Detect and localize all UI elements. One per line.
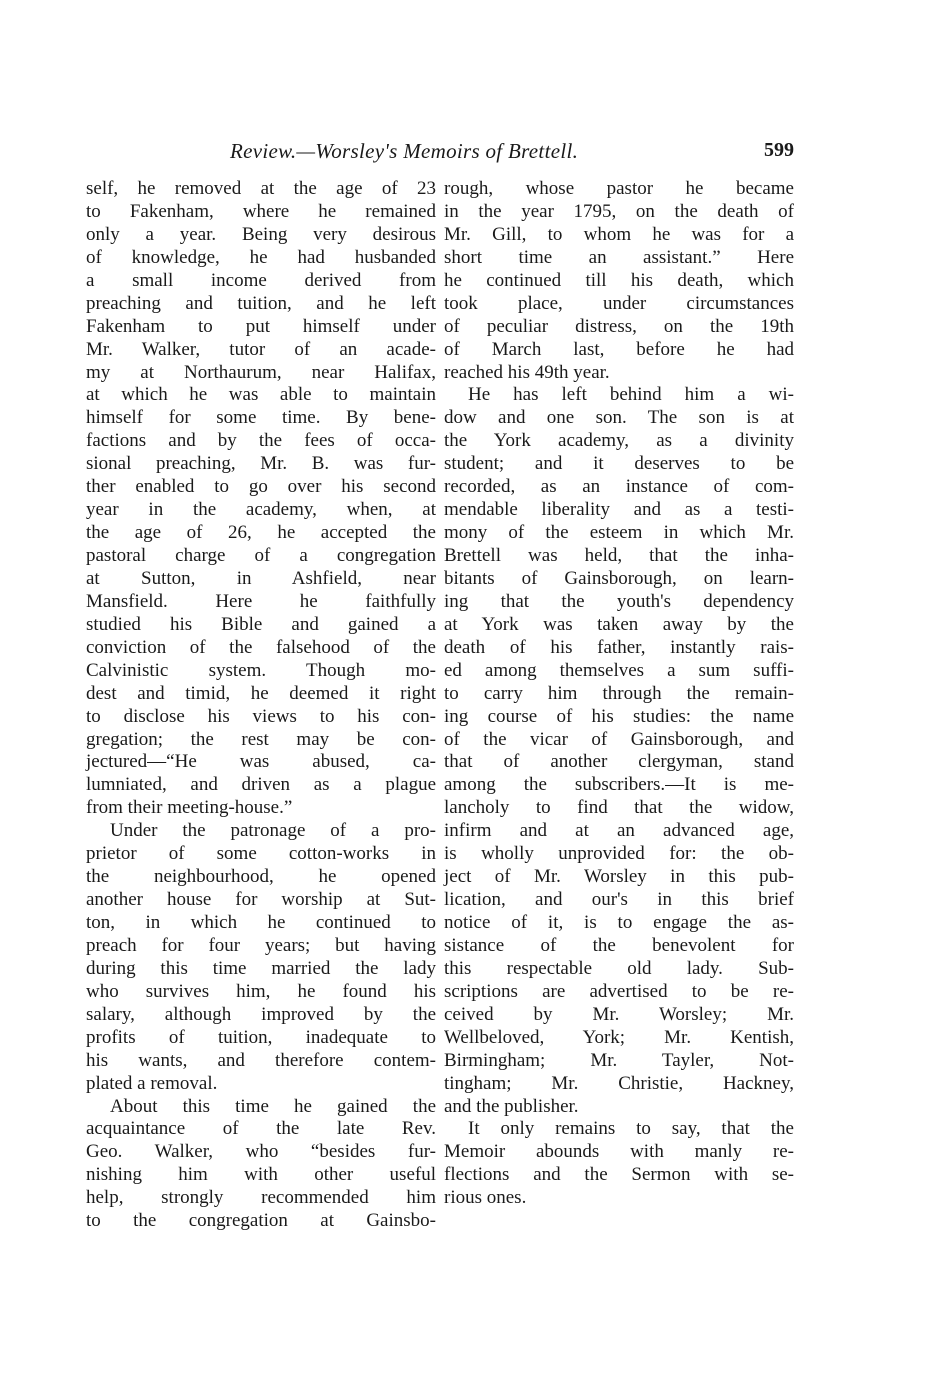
text-line: to carry him through the remain-	[444, 682, 794, 704]
text-line: flections and the Sermon with se-	[444, 1164, 794, 1186]
text-line: Mansfield. Here he faithfully	[86, 590, 436, 612]
text-line: studied his Bible and gained a	[86, 613, 436, 635]
text-line: lancholy to find that the widow,	[444, 797, 794, 819]
text-line: rough, whose pastor he became	[444, 178, 794, 199]
paragraph-start-line: It only remains to say, that the	[468, 1118, 794, 1140]
text-line: the York academy, as a divinity	[444, 430, 794, 452]
text-line: that of another clergyman, stand	[444, 751, 794, 773]
text-line: year in the academy, when, at	[86, 499, 436, 521]
text-line: nishing him with other useful	[86, 1164, 436, 1186]
page-number: 599	[764, 139, 794, 161]
text-line: infirm and at an advanced age,	[444, 820, 794, 842]
text-line: lumniated, and driven as a plague	[86, 774, 436, 796]
text-line: death of his father, instantly rais-	[444, 636, 794, 658]
text-line: sional preaching, Mr. B. was fur-	[86, 453, 436, 475]
text-line: a small income derived from	[86, 269, 436, 291]
text-line: Geo. Walker, who “besides fur-	[86, 1141, 436, 1163]
text-line: pastoral charge of a congregation	[86, 545, 436, 566]
text-line: of knowledge, he had husbanded	[86, 246, 436, 268]
running-title: Review.—Worsley's Memoirs of Brettell.	[230, 139, 579, 163]
text-line: plated a removal.	[86, 1072, 218, 1094]
text-line: ing that the youth's dependency	[444, 590, 794, 612]
text-line: he continued till his death, which	[444, 269, 794, 291]
text-line: from their meeting-house.”	[86, 797, 293, 819]
text-line: preaching and tuition, and he left	[86, 292, 436, 314]
text-line: lication, and our's in this brief	[444, 889, 794, 911]
right-column	[444, 178, 794, 1210]
text-line: the age of 26, he accepted the	[86, 522, 436, 544]
text-line: conviction of the falsehood of the	[86, 636, 436, 658]
text-line: preach for four years; but having	[86, 934, 436, 956]
text-line: tingham; Mr. Christie, Hackney,	[444, 1072, 794, 1094]
text-line: Fakenham to put himself under	[86, 315, 436, 337]
text-line: Mr. Walker, tutor of an acade-	[86, 338, 436, 360]
text-line: help, strongly recommended him	[86, 1187, 436, 1209]
text-line: scriptions are advertised to be re-	[444, 980, 794, 1002]
text-line: acquaintance of the late Rev.	[86, 1118, 436, 1140]
text-line: at which he was able to maintain	[86, 384, 436, 406]
text-line: bitants of Gainsborough, on learn-	[444, 567, 794, 589]
text-line: short time an assistant.” Here	[444, 246, 794, 268]
text-line: his wants, and therefore contem-	[86, 1049, 436, 1071]
text-line: student; and it deserves to be	[444, 453, 794, 475]
text-line: Memoir abounds with manly re-	[444, 1141, 794, 1163]
text-line: himself for some time. By bene-	[86, 407, 436, 429]
text-line: this respectable old lady. Sub-	[444, 957, 794, 979]
text-line: in the year 1795, on the death of	[444, 200, 794, 222]
text-line: my at Northaurum, near Halifax,	[86, 361, 436, 383]
text-line: ton, in which he continued to	[86, 912, 436, 933]
text-line: of the vicar of Gainsborough, and	[444, 728, 794, 750]
text-line: at York was taken away by the	[444, 613, 794, 635]
paragraph-start-line: About this time he gained the	[110, 1095, 436, 1117]
text-line: to the congregation at Gainsbo-	[86, 1210, 436, 1232]
text-line: jectured—“He was abused, ca-	[86, 751, 436, 773]
text-line: ing course of his studies: the name	[444, 705, 794, 727]
text-line: to disclose his views to his con-	[86, 705, 436, 727]
text-line: only a year. Being very desirous	[86, 223, 436, 245]
text-line: ed among themselves a sum suffi-	[444, 659, 794, 681]
text-line: gregation; the rest may be con-	[86, 728, 436, 750]
text-line: among the subscribers.—It is me-	[444, 774, 794, 796]
text-line: and the publisher.	[444, 1095, 579, 1117]
text-line: dow and one son. The son is at	[444, 407, 794, 429]
text-line: ther enabled to go over his second	[86, 476, 436, 498]
text-line: salary, although improved by the	[86, 1003, 436, 1025]
text-line: is wholly unprovided for: the ob-	[444, 843, 794, 865]
text-line: of March last, before he had	[444, 338, 794, 360]
text-line: mony of the esteem in which Mr.	[444, 522, 794, 544]
text-line: sistance of the benevolent for	[444, 934, 794, 956]
text-line: took place, under circumstances	[444, 292, 794, 314]
text-line: who survives him, he found his	[86, 980, 436, 1002]
text-line: of peculiar distress, on the 19th	[444, 315, 794, 337]
text-line: another house for worship at Sut-	[86, 889, 436, 911]
text-line: Birmingham; Mr. Tayler, Not-	[444, 1049, 794, 1071]
text-line: ject of Mr. Worsley in this pub-	[444, 866, 794, 888]
text-line: prietor of some cotton-works in	[86, 843, 436, 865]
text-line: Mr. Gill, to whom he was for a	[444, 223, 794, 245]
left-column	[86, 178, 436, 1233]
text-line: the neighbourhood, he opened	[86, 866, 436, 888]
text-line: Brettell was held, that the inha-	[444, 545, 794, 566]
text-line: mendable liberality and as a testi-	[444, 499, 794, 521]
text-line: rious ones.	[444, 1187, 527, 1209]
text-line: factions and by the fees of occa-	[86, 430, 436, 452]
text-line: reached his 49th year.	[444, 361, 610, 383]
text-line: dest and timid, he deemed it right	[86, 682, 436, 704]
text-line: recorded, as an instance of com-	[444, 476, 794, 498]
text-line: Calvinistic system. Though mo-	[86, 659, 436, 681]
text-line: Wellbeloved, York; Mr. Kentish,	[444, 1026, 794, 1048]
text-line: during this time married the lady	[86, 957, 436, 979]
paragraph-start-line: Under the patronage of a pro-	[110, 820, 436, 842]
text-line: profits of tuition, inadequate to	[86, 1026, 436, 1048]
text-line: notice of it, is to engage the as-	[444, 912, 794, 933]
text-line: at Sutton, in Ashfield, near	[86, 567, 436, 589]
running-head	[86, 139, 794, 169]
text-line: to Fakenham, where he remained	[86, 200, 436, 222]
paragraph-start-line: He has left behind him a wi-	[468, 384, 794, 406]
text-line: ceived by Mr. Worsley; Mr.	[444, 1003, 794, 1025]
text-line: self, he removed at the age of 23	[86, 178, 436, 199]
